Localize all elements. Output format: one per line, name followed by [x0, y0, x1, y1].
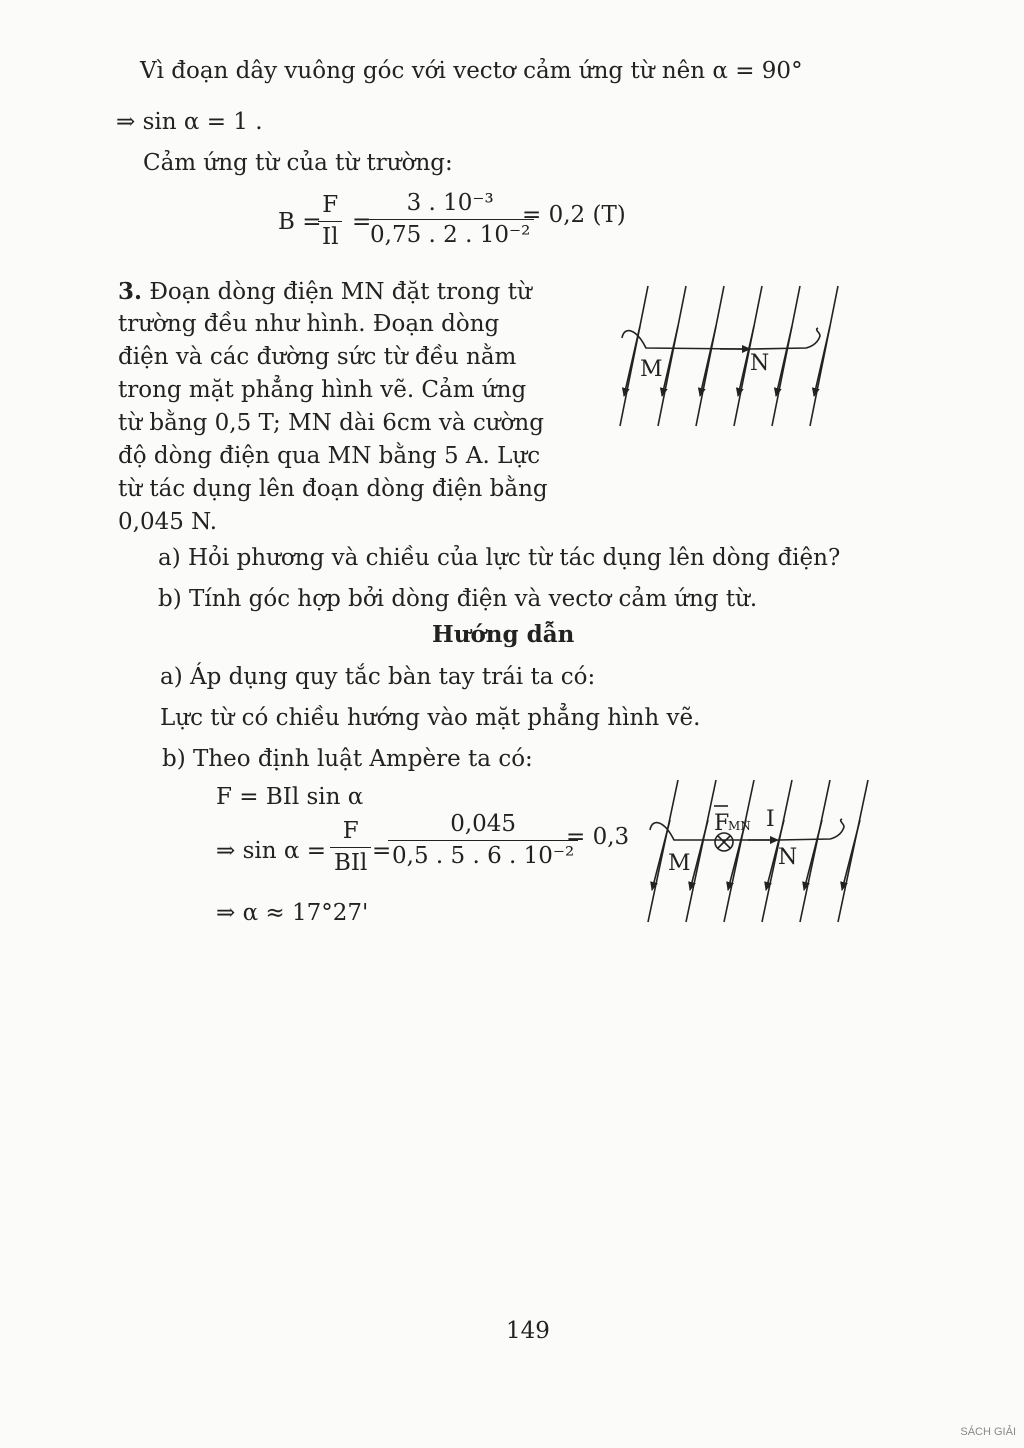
formula1-den: 0,75 . 2 . 10⁻² — [366, 219, 534, 247]
current-wire-tail — [750, 328, 820, 349]
question-b: b) Tính góc hợp bởi dòng điện và vectơ cảm ứng từ. — [158, 586, 758, 612]
field2-line-3 — [724, 780, 754, 922]
figure2-label-n: N — [778, 845, 798, 870]
guide-eq2-f-num: F — [342, 818, 359, 844]
figure1-label-n: N — [750, 351, 770, 376]
formula1-f-den: Il — [318, 221, 342, 249]
problem3-line-7: 0,045 N. — [118, 509, 218, 535]
field-line-5 — [772, 286, 800, 426]
field-arrow-6 — [814, 326, 830, 396]
problem3-line-0 — [118, 280, 532, 304]
problem3-line-1: trường đều như hình. Đoạn dòng — [118, 311, 500, 337]
page-number: 149 — [506, 1318, 550, 1344]
guide-eq2-fraction-value — [388, 813, 578, 868]
problem3-line-4: từ bằng 0,5 T; MN dài 6cm và cường — [118, 410, 544, 436]
formula1-fraction-f-il — [318, 194, 342, 249]
problem3-line-6: từ tác dụng lên đoạn dòng điện bằng — [118, 476, 548, 502]
guide-eq2-num: 0,045 — [450, 811, 517, 837]
field-line-3 — [696, 286, 724, 426]
guide-eq2-fraction-f-bil — [330, 820, 371, 875]
figure2-label-f: F — [714, 811, 730, 836]
guide-eq2-result: = 0,3 — [566, 824, 630, 850]
field-line-6 — [810, 286, 838, 426]
guide-eq1: F = BIl sin α — [216, 784, 364, 810]
current-segment-mn — [622, 331, 745, 349]
guide-eq2-f-den: BIl — [330, 847, 371, 875]
problem3-line-5: độ dòng điện qua MN bằng 5 A. Lực — [118, 443, 541, 469]
guide-heading: Hướng dẫn — [432, 621, 575, 648]
figure2-label-i: I — [766, 807, 775, 832]
guide-a-2: Lực từ có chiều hướng vào mặt phẳng hình vẽ. — [160, 705, 701, 731]
field2-line-6 — [838, 780, 868, 922]
figure-field-lines-1 — [600, 276, 860, 436]
field2-arrow-5 — [804, 820, 822, 890]
guide-eq2-lhs: ⇒ sin α = — [216, 838, 326, 864]
question-a: a) Hỏi phương và chiều của lực từ tác dụng lên dòng điện? — [158, 545, 841, 571]
figure-field-lines-2 — [630, 770, 870, 930]
problem3-line-3: trong mặt phẳng hình vẽ. Cảm ứng — [118, 377, 527, 403]
guide-b-1: b) Theo định luật Ampère ta có: — [162, 746, 533, 772]
field-line-2 — [658, 286, 686, 426]
intro-line-1: Vì đoạn dây vuông góc với vectơ cảm ứng từ nên α = 90° — [140, 58, 803, 84]
guide-eq3: ⇒ α ≈ 17°27' — [216, 900, 369, 926]
current2-wire-tail — [778, 819, 844, 840]
problem3-number: 3. — [118, 278, 143, 305]
formula1-result: = 0,2 (T) — [522, 202, 626, 228]
formula1-equals: = — [352, 209, 372, 235]
formula1-lhs: B = — [278, 209, 322, 235]
figure2-label-f-sub: MN — [728, 819, 751, 833]
field-arrow-5 — [776, 326, 792, 396]
figure1-label-m: M — [640, 357, 663, 382]
formula1-fraction-value — [366, 192, 534, 247]
formula1-f-num: F — [322, 192, 339, 218]
guide-eq2-equals: = — [372, 838, 392, 864]
field2-arrow-2 — [690, 820, 708, 890]
field2-arrow-6 — [842, 820, 860, 890]
figure2-label-m: M — [668, 851, 691, 876]
problem3-line-2: điện và các đường sức từ đều nằm — [118, 344, 517, 370]
formula1-num: 3 . 10⁻³ — [406, 190, 494, 216]
watermark-logo: SÁCH GIẢI — [960, 1426, 1016, 1438]
field-line-1 — [620, 286, 648, 426]
field-arrow-2 — [662, 326, 678, 396]
guide-a-1: a) Áp dụng quy tắc bàn tay trái ta có: — [160, 664, 596, 690]
guide-eq2-den: 0,5 . 5 . 6 . 10⁻² — [388, 840, 578, 868]
intro-line-3: Cảm ứng từ của từ trường: — [143, 150, 453, 176]
intro-line-2: ⇒ sin α = 1 . — [116, 109, 263, 135]
field-arrow-3 — [700, 326, 716, 396]
field2-line-5 — [800, 780, 830, 922]
problem3-text-0: Đoạn dòng điện MN đặt trong từ — [149, 279, 532, 305]
